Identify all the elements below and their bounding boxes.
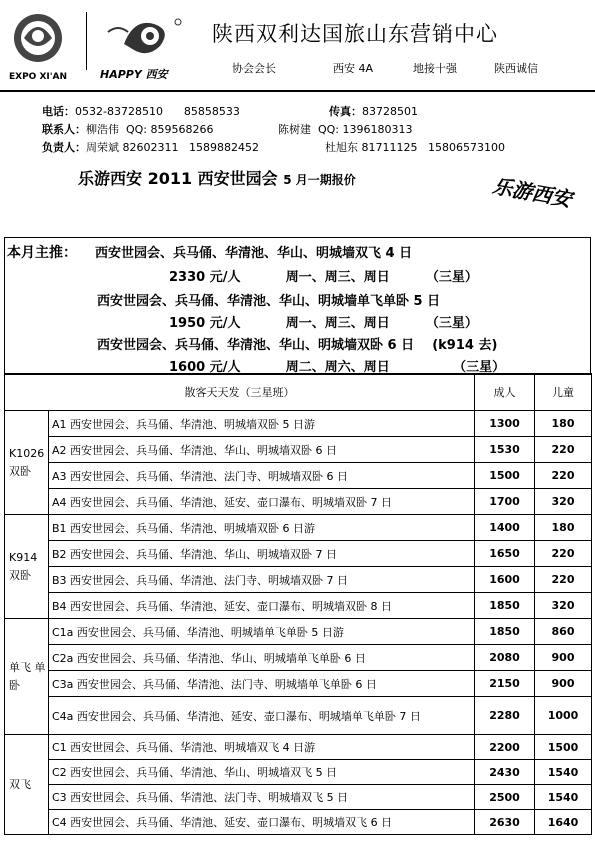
focus-line-4: 1950 元/人 周一、周三、周日 （三星） [169, 316, 478, 331]
child-price: 220 [535, 541, 592, 567]
manager-label: 负责人： [42, 141, 86, 154]
adult-price: 1500 [475, 463, 535, 489]
focus-box [4, 237, 591, 375]
happy-logo-text: HAPPY 西安 [100, 68, 168, 81]
manager-2: 杜旭东 81711125 15806573100 [325, 141, 505, 154]
table-row [5, 671, 592, 697]
table-row [5, 760, 592, 785]
child-price: 1000 [535, 697, 592, 735]
table-row [5, 567, 592, 593]
child-price: 320 [535, 593, 592, 619]
child-price: 180 [535, 515, 592, 541]
child-price: 1540 [535, 785, 592, 810]
tel-value: 0532-83728510 85858533 [75, 105, 240, 118]
calligraphy-text: 乐游西安 [490, 173, 574, 212]
route-cell: B4 西安世园会、兵马俑、华清池、延安、壶口瀑布、明城墙双卧 8 日 [49, 593, 475, 619]
table-header-row [5, 374, 592, 411]
adult-price: 1300 [475, 411, 535, 437]
route-cell: A4 西安世园会、兵马俑、华清池、延安、壶口瀑布、明城墙双卧 7 日 [49, 489, 475, 515]
happy-logo [94, 14, 190, 81]
expo-logo-text: EXPO XI'AN [8, 72, 67, 82]
group-label: 双飞 [5, 735, 49, 835]
calligraphy-stamp [486, 170, 592, 240]
table-row [5, 810, 592, 835]
promo-title [78, 166, 356, 189]
expo-logo [4, 10, 72, 80]
table-row [5, 437, 592, 463]
table-row [5, 645, 592, 671]
child-price: 220 [535, 567, 592, 593]
tag-4: 陕西诚信 [494, 62, 538, 75]
adult-price: 2200 [475, 735, 535, 760]
table-header-title: 散客天天发（三星班） [5, 374, 475, 411]
happy-mascot-icon [94, 14, 190, 62]
child-price: 900 [535, 671, 592, 697]
route-cell: C3a 西安世园会、兵马俑、华清池、法门寺、明城墙单飞单卧 6 日 [49, 671, 475, 697]
tag-2: 西安 4A [333, 62, 374, 75]
tel-label: 电话： [42, 105, 75, 118]
adult-price: 1650 [475, 541, 535, 567]
adult-price: 2500 [475, 785, 535, 810]
route-cell: C1a 西安世园会、兵马俑、华清池、明城墙单飞单卧 5 日游 [49, 619, 475, 645]
table-row [5, 785, 592, 810]
tag-1: 协会会长 [232, 62, 276, 75]
manager-value: 周荣斌 82602311 1589882452 [86, 141, 259, 154]
route-cell: C2a 西安世园会、兵马俑、华清池、华山、明城墙单飞单卧 6 日 [49, 645, 475, 671]
route-cell: C4a 西安世园会、兵马俑、华清池、延安、壶口瀑布、明城墙单飞单卧 7 日 [49, 697, 475, 735]
child-header: 儿童 [535, 374, 592, 411]
route-cell: B1 西安世园会、兵马俑、华清池、明城墙双卧 6 日游 [49, 515, 475, 541]
table-row [5, 541, 592, 567]
route-cell: B2 西安世园会、兵马俑、华清池、华山、明城墙双卧 7 日 [49, 541, 475, 567]
contact-block [42, 103, 582, 157]
promo-subtitle: 5 月一期报价 [283, 173, 356, 187]
focus-line-1: 西安世园会、兵马俑、华清池、华山、明城墙双飞 4 日 [95, 246, 413, 261]
table-row [5, 411, 592, 437]
route-cell: C2 西安世园会、兵马俑、华清池、华山、明城墙双飞 5 日 [49, 760, 475, 785]
route-cell: C4 西安世园会、兵马俑、华清池、延安、壶口瀑布、明城墙双飞 6 日 [49, 810, 475, 835]
route-cell: A2 西安世园会、兵马俑、华清池、华山、明城墙双卧 6 日 [49, 437, 475, 463]
adult-price: 2080 [475, 645, 535, 671]
adult-price: 1400 [475, 515, 535, 541]
adult-price: 2630 [475, 810, 535, 835]
table-row [5, 619, 592, 645]
route-table [4, 373, 592, 835]
group-label: K914 双卧 [5, 515, 49, 619]
route-cell: B3 西安世园会、兵马俑、华清池、法门寺、明城墙双卧 7 日 [49, 567, 475, 593]
contact-2: 陈树建 QQ: 1396180313 [278, 123, 413, 136]
focus-line-2: 2330 元/人 周一、周三、周日 （三星） [169, 270, 478, 285]
group-label: K1026 双卧 [5, 411, 49, 515]
child-price: 1500 [535, 735, 592, 760]
route-cell: C1 西安世园会、兵马俑、华清池、明城墙双飞 4 日游 [49, 735, 475, 760]
child-price: 220 [535, 437, 592, 463]
adult-price: 2280 [475, 697, 535, 735]
table-row [5, 735, 592, 760]
page-title: 陕西双利达国旅山东营销中心 [212, 22, 498, 46]
table-row [5, 463, 592, 489]
focus-line-3: 西安世园会、兵马俑、华清池、华山、明城墙单飞单卧 5 日 [97, 294, 441, 309]
contact-1: 柳浩伟 QQ: 859568266 [86, 123, 214, 136]
tag-3: 地接十强 [413, 62, 457, 75]
adult-price: 1700 [475, 489, 535, 515]
fax-label: 传真： [329, 105, 362, 118]
contact-label: 联系人： [42, 123, 86, 136]
group-label: 单飞 单卧 [5, 619, 49, 735]
logo-divider [86, 12, 87, 70]
adult-price: 1600 [475, 567, 535, 593]
table-row [5, 697, 592, 735]
expo-emblem-icon [4, 10, 72, 68]
route-cell: A1 西安世园会、兵马俑、华清池、明城墙双卧 5 日游 [49, 411, 475, 437]
child-price: 220 [535, 463, 592, 489]
promo-title-main: 乐游西安 2011 西安世园会 [78, 169, 278, 188]
table-row [5, 489, 592, 515]
child-price: 320 [535, 489, 592, 515]
adult-price: 1850 [475, 619, 535, 645]
child-price: 860 [535, 619, 592, 645]
adult-price: 1850 [475, 593, 535, 619]
adult-header: 成人 [475, 374, 535, 411]
route-cell: A3 西安世园会、兵马俑、华清池、法门寺、明城墙双卧 6 日 [49, 463, 475, 489]
adult-price: 1530 [475, 437, 535, 463]
table-row [5, 593, 592, 619]
child-price: 900 [535, 645, 592, 671]
child-price: 180 [535, 411, 592, 437]
route-cell: C3 西安世园会、兵马俑、华清池、法门寺、明城墙双飞 5 日 [49, 785, 475, 810]
adult-price: 2150 [475, 671, 535, 697]
focus-label: 本月主推： [7, 245, 77, 261]
child-price: 1540 [535, 760, 592, 785]
focus-line-5: 西安世园会、兵马俑、华清池、华山、明城墙双卧 6 日 (k914 去) [97, 338, 498, 353]
fax-value: 83728501 [362, 105, 418, 118]
child-price: 1640 [535, 810, 592, 835]
table-row [5, 515, 592, 541]
header-divider [0, 90, 595, 92]
adult-price: 2430 [475, 760, 535, 785]
focus-line-6: 1600 元/人 周二、周六、周日 （三星） [169, 360, 506, 375]
